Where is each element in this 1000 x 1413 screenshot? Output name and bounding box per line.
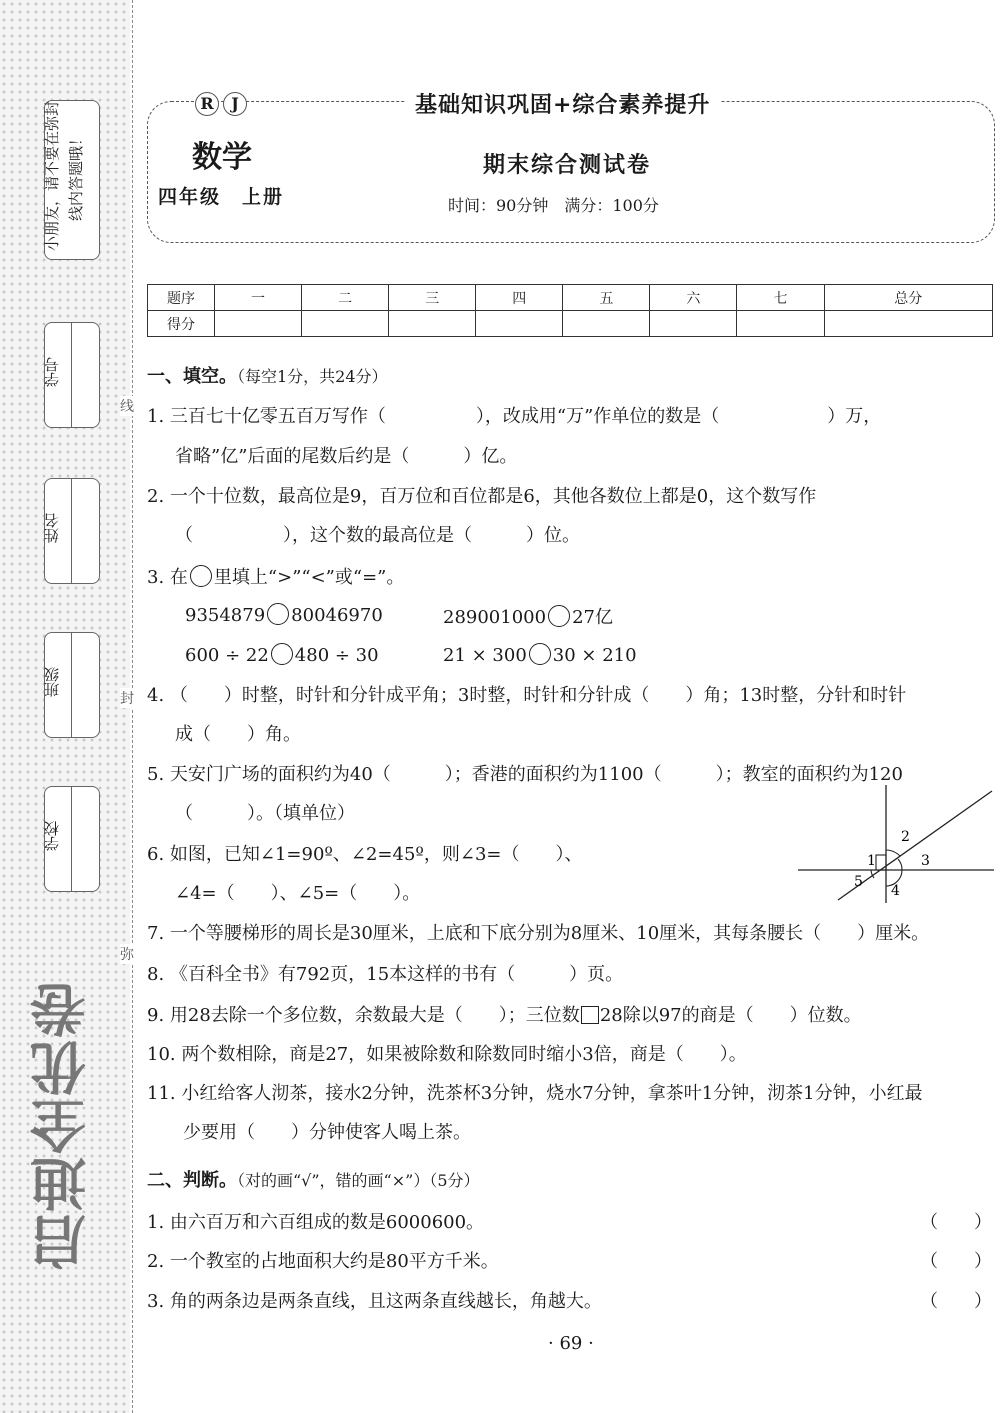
q2-line1: 2. 一个十位数，最高位是9，百万位和百位都是6，其他各数位上都是0，这个数写作 xyxy=(147,486,817,507)
section2-heading: 二、判断。 xyxy=(147,1170,237,1191)
q3-prefix: 3. 在 xyxy=(147,567,188,588)
compare-right: 30 × 210 xyxy=(552,645,637,666)
q9-suffix: 28除以97的商是（ ）位数。 xyxy=(599,1005,862,1026)
badge-letter-r: R xyxy=(195,92,219,116)
compare-right: 27亿 xyxy=(572,607,613,628)
angle-figure xyxy=(798,785,994,903)
angle-label-4: 4 xyxy=(891,883,900,899)
q9-prefix: 9. 用28去除一个多位数，余数最大是（ ）；三位数 xyxy=(147,1005,580,1026)
circle-icon xyxy=(190,565,212,587)
q11-line1: 11. 小红给客人沏茶，接水2分钟，洗茶杯3分钟，烧水7分钟，拿茶叶1分钟，沏茶1分钟，小红最 xyxy=(147,1083,923,1104)
exam-meta: 时间：90分钟 满分：100分 xyxy=(448,196,659,215)
score-header-cell: 七 xyxy=(737,285,824,311)
score-header-cell: 六 xyxy=(650,285,737,311)
q6-line1: 6. 如图，已知∠1=90º、∠2=45º，则∠3=（ ）、 xyxy=(147,844,583,865)
seal-char-line: 线 xyxy=(120,396,134,416)
compare-right: 80046970 xyxy=(291,605,383,626)
page-number: · 69 · xyxy=(548,1333,594,1354)
student-id-field[interactable] xyxy=(44,322,100,428)
angle-label-3: 3 xyxy=(921,853,930,869)
q11-line2: 少要用（ ）分钟使客人喝上茶。 xyxy=(183,1122,471,1143)
section1-title xyxy=(147,362,388,388)
seal-char-seal: 封 xyxy=(120,688,134,708)
judge-item-2: 2. 一个教室的占地面积大约是80平方千米。 xyxy=(147,1251,499,1272)
q5-line1: 5. 天安门广场的面积约为40（ ）；香港的面积约为1100（ ）；教室的面积约为120 xyxy=(147,764,903,785)
score-table xyxy=(147,284,993,337)
compare-left: 21 × 300 xyxy=(443,645,527,666)
score-cell[interactable] xyxy=(737,311,824,337)
score-header-cell: 三 xyxy=(389,285,476,311)
brand-logo: 启迪全优卷 xyxy=(30,980,95,1270)
score-header-cell: 题序 xyxy=(148,285,215,311)
score-cell[interactable] xyxy=(824,311,992,337)
answer-circle[interactable] xyxy=(548,605,570,627)
q5-line2: （ ）。（填单位） xyxy=(175,803,355,824)
exam-title: 期末综合测试卷 xyxy=(483,152,652,178)
score-cell[interactable] xyxy=(650,311,737,337)
score-header-cell: 二 xyxy=(302,285,389,311)
score-cell[interactable] xyxy=(563,311,650,337)
school-field[interactable] xyxy=(44,786,100,892)
compare-3 xyxy=(185,643,379,666)
score-row xyxy=(148,311,993,337)
score-header-cell: 总分 xyxy=(824,285,992,311)
score-header-cell: 四 xyxy=(476,285,563,311)
class-label: 班级 xyxy=(43,667,61,697)
angle-label-5: 5 xyxy=(854,874,863,890)
compare-left: 600 ÷ 22 xyxy=(185,645,269,666)
student-id-label: 学号 xyxy=(43,357,61,387)
compare-2 xyxy=(443,603,613,629)
judge-item-1: 1. 由六百万和六百组成的数是6000600。 xyxy=(147,1212,485,1233)
q10-line: 10. 两个数相除，商是27，如果被除数和除数同时缩小3倍，商是（ ）。 xyxy=(147,1044,747,1065)
judge-answer-2[interactable]: （ ） xyxy=(920,1251,992,1272)
q8-line: 8. 《百科全书》有792页，15本这样的书有（ ）页。 xyxy=(147,964,624,985)
answer-circle[interactable] xyxy=(267,603,289,625)
angle-label-2: 2 xyxy=(901,829,910,845)
compare-left: 289001000 xyxy=(443,607,547,628)
q2-line2: （ ），这个数的最高位是（ ）位。 xyxy=(175,525,580,546)
class-field[interactable] xyxy=(44,632,100,738)
q6-line2: ∠4=（ ）、∠5=（ ）。 xyxy=(175,883,421,904)
score-cell[interactable] xyxy=(302,311,389,337)
notice-text: 小朋友，请不要在弥封线内答题哦！ xyxy=(43,101,85,252)
school-label: 学校 xyxy=(43,821,61,851)
compare-left: 9354879 xyxy=(185,605,266,626)
judge-item-3: 3. 角的两条边是两条直线，且这两条直线越长，角越大。 xyxy=(147,1291,602,1312)
q1-line1: 1. 三百七十亿零五百万写作（ ），改成用“万”作单位的数是（ ）万， xyxy=(147,406,882,427)
score-header-cell: 一 xyxy=(215,285,302,311)
score-header-row xyxy=(148,285,993,311)
banner: 基础知识巩固+综合素养提升 xyxy=(405,88,720,119)
q3-line1 xyxy=(147,563,404,589)
q4-line1: 4. （ ）时整，时针和分针成平角；3时整，时针和分针成（ ）角；13时整，分针和时针 xyxy=(147,685,907,706)
score-cell[interactable] xyxy=(215,311,302,337)
badge-letter-j: J xyxy=(223,92,247,116)
score-header-cell: 五 xyxy=(563,285,650,311)
name-field[interactable] xyxy=(44,478,100,584)
grade-label: 四年级 上册 xyxy=(158,186,285,208)
q7-line: 7. 一个等腰梯形的周长是30厘米，上底和下底分别为8厘米、10厘米，其每条腰长（ ）厘米。 xyxy=(147,923,930,944)
score-cell[interactable] xyxy=(389,311,476,337)
compare-right: 480 ÷ 30 xyxy=(294,645,379,666)
answer-circle[interactable] xyxy=(529,643,551,665)
name-label: 姓名 xyxy=(43,513,61,543)
edition-badge xyxy=(195,92,247,116)
q3-suffix: 里填上“>”“<”或“=”。 xyxy=(213,567,405,588)
judge-answer-3[interactable]: （ ） xyxy=(920,1291,992,1312)
q9-line xyxy=(147,1001,862,1027)
q4-line2: 成（ ）角。 xyxy=(175,724,301,745)
compare-1 xyxy=(185,603,383,626)
subject-title: 数学 xyxy=(192,140,252,175)
q1-line2: 省略”亿”后面的尾数后约是（ ）亿。 xyxy=(175,446,518,467)
section1-heading: 一、填空。 xyxy=(147,366,237,387)
section1-note: （每空1分，共24分） xyxy=(237,367,388,386)
blank-square[interactable] xyxy=(581,1006,599,1024)
judge-answer-1[interactable]: （ ） xyxy=(920,1212,992,1233)
seal-char-mi: 弥 xyxy=(120,944,134,964)
score-row-label: 得分 xyxy=(148,311,215,337)
score-cell[interactable] xyxy=(476,311,563,337)
angle-label-1: 1 xyxy=(867,853,876,869)
answer-circle[interactable] xyxy=(271,643,293,665)
compare-4 xyxy=(443,643,637,666)
section2-title xyxy=(147,1166,480,1192)
section2-note: （对的画“√”，错的画“×”）（5分） xyxy=(237,1171,480,1190)
